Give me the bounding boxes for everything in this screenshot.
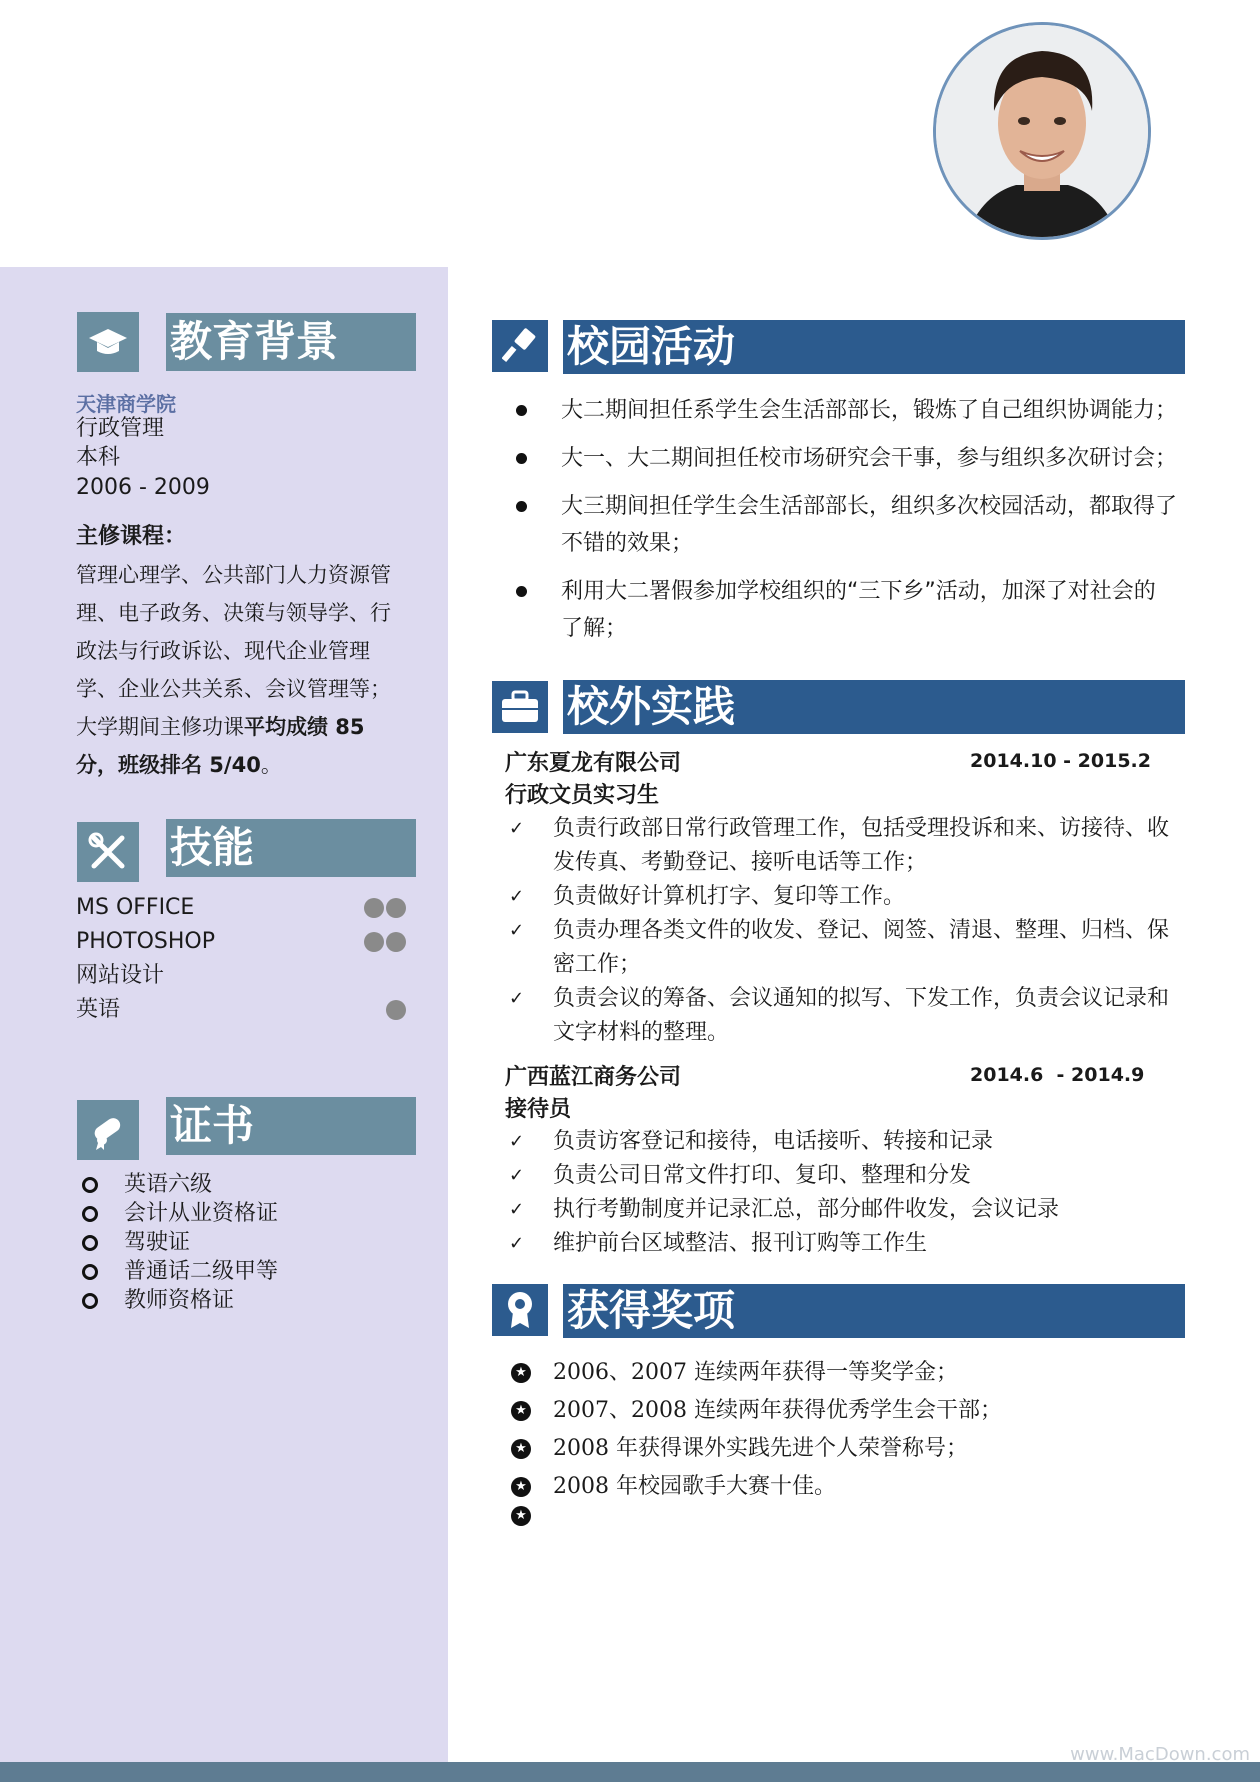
- duty-text: 负责办理各类文件的收发、登记、阅签、清退、整理、归档、保: [553, 918, 1170, 943]
- tools-icon: [88, 832, 128, 872]
- courses-label: 主修课程：: [76, 524, 187, 549]
- skill-item: [76, 959, 406, 993]
- award-text: 2008 年校园歌手大赛十佳。: [553, 1474, 836, 1499]
- gpa-line: [76, 708, 414, 746]
- award-item: [505, 1430, 1185, 1468]
- course-line: 学、企业公共关系、会议管理等；: [76, 677, 391, 701]
- star-bullet-icon: ★: [511, 1506, 531, 1526]
- award-medal-icon: [505, 1290, 535, 1330]
- checkmark-icon: ✓: [509, 920, 525, 941]
- star-bullet-icon: ★: [511, 1477, 531, 1497]
- checkmark-icon: ✓: [509, 1165, 525, 1186]
- briefcase-icon: [500, 690, 540, 724]
- gpa-rank: 分，班级排名 5/40: [76, 753, 261, 777]
- duty-item: [505, 880, 1185, 914]
- company-name: 广东夏龙有限公司: [505, 750, 682, 776]
- gpa-end: 。: [260, 753, 282, 777]
- dot-bullet-icon: [516, 501, 527, 512]
- circle-bullet-icon: [82, 1235, 98, 1251]
- circle-bullet-icon: [82, 1177, 98, 1193]
- circle-bullet-icon: [82, 1293, 98, 1309]
- duty-item: [505, 1227, 1185, 1261]
- award-text: 2008 年获得课外实践先进个人荣誉称号；: [553, 1436, 968, 1461]
- major: 行政管理: [76, 416, 165, 441]
- duty-text: 负责访客登记和接待，电话接听、转接和记录: [553, 1129, 994, 1154]
- company-name: 广西蓝江商务公司: [505, 1064, 682, 1090]
- person-portrait-icon: [936, 25, 1148, 237]
- duty-item: [505, 1193, 1185, 1227]
- duty-item: [505, 914, 1185, 982]
- gpa-line: [76, 746, 414, 784]
- activities-section-title: 校园活动: [563, 320, 1185, 374]
- gpa-prefix: 大学期间主修功课: [76, 715, 244, 739]
- star-bullet-icon: ★: [511, 1401, 531, 1421]
- checkmark-icon: ✓: [509, 1233, 525, 1254]
- duty-item: [505, 1159, 1185, 1193]
- dot-bullet-icon: [516, 453, 527, 464]
- checkmark-icon: ✓: [509, 886, 525, 907]
- checkmark-icon: ✓: [509, 818, 525, 839]
- footer-bar: [0, 1762, 1260, 1782]
- job-role: 接待员: [505, 1096, 572, 1122]
- duty-item: [505, 982, 1185, 1050]
- activities-header-icon-box: [492, 320, 548, 372]
- award-item: [505, 1354, 1185, 1392]
- certificate-name: 驾驶证: [124, 1230, 191, 1255]
- gpa-score: 平均成绩 85: [244, 715, 365, 739]
- skill-item: [76, 925, 406, 959]
- certificates-section-title: 证书: [166, 1097, 416, 1155]
- paint-brush-icon: [502, 328, 538, 364]
- profile-photo: [933, 22, 1151, 240]
- activity-text: 大二期间担任系学生会生活部部长，锻炼了自己组织协调能力；: [561, 398, 1178, 423]
- certificate-item: [76, 1228, 278, 1257]
- award-item: [505, 1468, 1185, 1506]
- certificate-name: 会计从业资格证: [124, 1201, 279, 1226]
- certificate-item: [76, 1286, 278, 1315]
- awards-header-icon-box: [492, 1284, 548, 1336]
- duty-item: [505, 812, 1185, 880]
- activity-text: 不错的效果；: [561, 531, 694, 556]
- duty-text: 执行考勤制度并记录汇总，部分邮件收发，会议记录: [553, 1197, 1060, 1222]
- skills-list: [76, 891, 406, 1027]
- skill-level-dots: [386, 1000, 406, 1020]
- duty-text: 负责会议的筹备、会议通知的拟写、下发工作，负责会议记录和: [553, 986, 1170, 1011]
- duties-list: [505, 812, 1185, 1050]
- skills-header-icon-box: [77, 822, 139, 882]
- practice-section-title: 校外实践: [563, 680, 1185, 734]
- study-period: 2006 - 2009: [76, 475, 210, 500]
- circle-bullet-icon: [82, 1206, 98, 1222]
- duty-text: 负责做好计算机打字、复印等工作。: [553, 884, 906, 909]
- degree: 本科: [76, 445, 121, 470]
- skills-section-title: 技能: [166, 819, 416, 877]
- certificates-header-icon-box: [77, 1100, 139, 1160]
- certificate-name: 教师资格证: [124, 1288, 235, 1313]
- duty-item: [505, 1125, 1185, 1159]
- award-text: 2006、2007 连续两年获得一等奖学金；: [553, 1360, 958, 1385]
- skill-dot: [386, 898, 406, 918]
- activity-text: 利用大二署假参加学校组织的“三下乡”活动，加深了对社会的: [561, 579, 1156, 604]
- skill-dot: [364, 932, 384, 952]
- education-header-icon-box: [77, 312, 139, 372]
- education-section-title: 教育背景: [166, 313, 416, 371]
- duty-text: 负责公司日常文件打印、复印、整理和分发: [553, 1163, 972, 1188]
- skill-name: PHOTOSHOP: [76, 929, 215, 954]
- checkmark-icon: ✓: [509, 1199, 525, 1220]
- dot-bullet-icon: [516, 405, 527, 416]
- certificate-name: 普通话二级甲等: [124, 1259, 279, 1284]
- circle-bullet-icon: [82, 1264, 98, 1280]
- certificate-item: [76, 1170, 278, 1199]
- award-item: [505, 1506, 1185, 1526]
- activity-item: [508, 392, 1188, 429]
- watermark: www.MacDown.com: [1070, 1744, 1250, 1765]
- duty-text: 负责行政部日常行政管理工作，包括受理投诉和来、访接待、收: [553, 816, 1170, 841]
- skill-name: 网站设计: [76, 963, 165, 988]
- duties-list: [505, 1125, 1185, 1261]
- duty-text: 文字材料的整理。: [553, 1020, 730, 1045]
- skill-item: [76, 993, 406, 1027]
- job-date: 2014.6 - 2014.9: [970, 1064, 1145, 1086]
- activities-list: [508, 392, 1188, 647]
- activity-item: [508, 573, 1188, 647]
- dot-bullet-icon: [516, 586, 527, 597]
- awards-section-title: 获得奖项: [563, 1284, 1185, 1338]
- awards-list: [505, 1354, 1185, 1526]
- practice-header-icon-box: [492, 681, 548, 733]
- checkmark-icon: ✓: [509, 988, 525, 1009]
- certificates-list: [76, 1170, 278, 1315]
- award-item: [505, 1392, 1185, 1430]
- skill-level-dots: [364, 898, 406, 918]
- job-role: 行政文员实习生: [505, 782, 660, 808]
- certificate-item: [76, 1257, 278, 1286]
- activity-text: 大一、大二期间担任校市场研究会干事，参与组织多次研讨会；: [561, 446, 1178, 471]
- skill-name: 英语: [76, 997, 121, 1022]
- skill-dot: [386, 932, 406, 952]
- diploma-scroll-icon: [88, 1110, 128, 1150]
- duty-text: 维护前台区域整洁、报刊订购等工作生: [553, 1231, 928, 1256]
- course-line: 理、电子政务、决策与领导学、行: [76, 601, 391, 625]
- certificate-name: 英语六级: [124, 1172, 213, 1197]
- star-bullet-icon: ★: [511, 1439, 531, 1459]
- skill-item: [76, 891, 406, 925]
- graduation-cap-icon: [88, 327, 128, 357]
- skill-name: MS OFFICE: [76, 895, 195, 920]
- checkmark-icon: ✓: [509, 1131, 525, 1152]
- activity-item: [508, 488, 1188, 562]
- certificate-item: [76, 1199, 278, 1228]
- star-bullet-icon: ★: [511, 1363, 531, 1383]
- award-text: 2007、2008 连续两年获得优秀学生会干部；: [553, 1398, 1002, 1423]
- skill-level-dots: [364, 932, 406, 952]
- activity-text: 大三期间担任学生会生活部部长，组织多次校园活动，都取得了: [561, 494, 1178, 519]
- course-line: 政法与行政诉讼、现代企业管理: [76, 639, 370, 663]
- skill-dot: [386, 1000, 406, 1020]
- activity-text: 了解；: [561, 616, 628, 641]
- school-name: 天津商学院: [76, 392, 176, 416]
- duty-text: 密工作；: [553, 952, 642, 977]
- courses-text: [76, 556, 414, 784]
- duty-text: 发传真、考勤登记、接听电话等工作；: [553, 850, 928, 875]
- job-date: 2014.10 - 2015.2: [970, 750, 1151, 772]
- skill-dot: [364, 898, 384, 918]
- course-line: 管理心理学、公共部门人力资源管: [76, 563, 391, 587]
- activity-item: [508, 440, 1188, 477]
